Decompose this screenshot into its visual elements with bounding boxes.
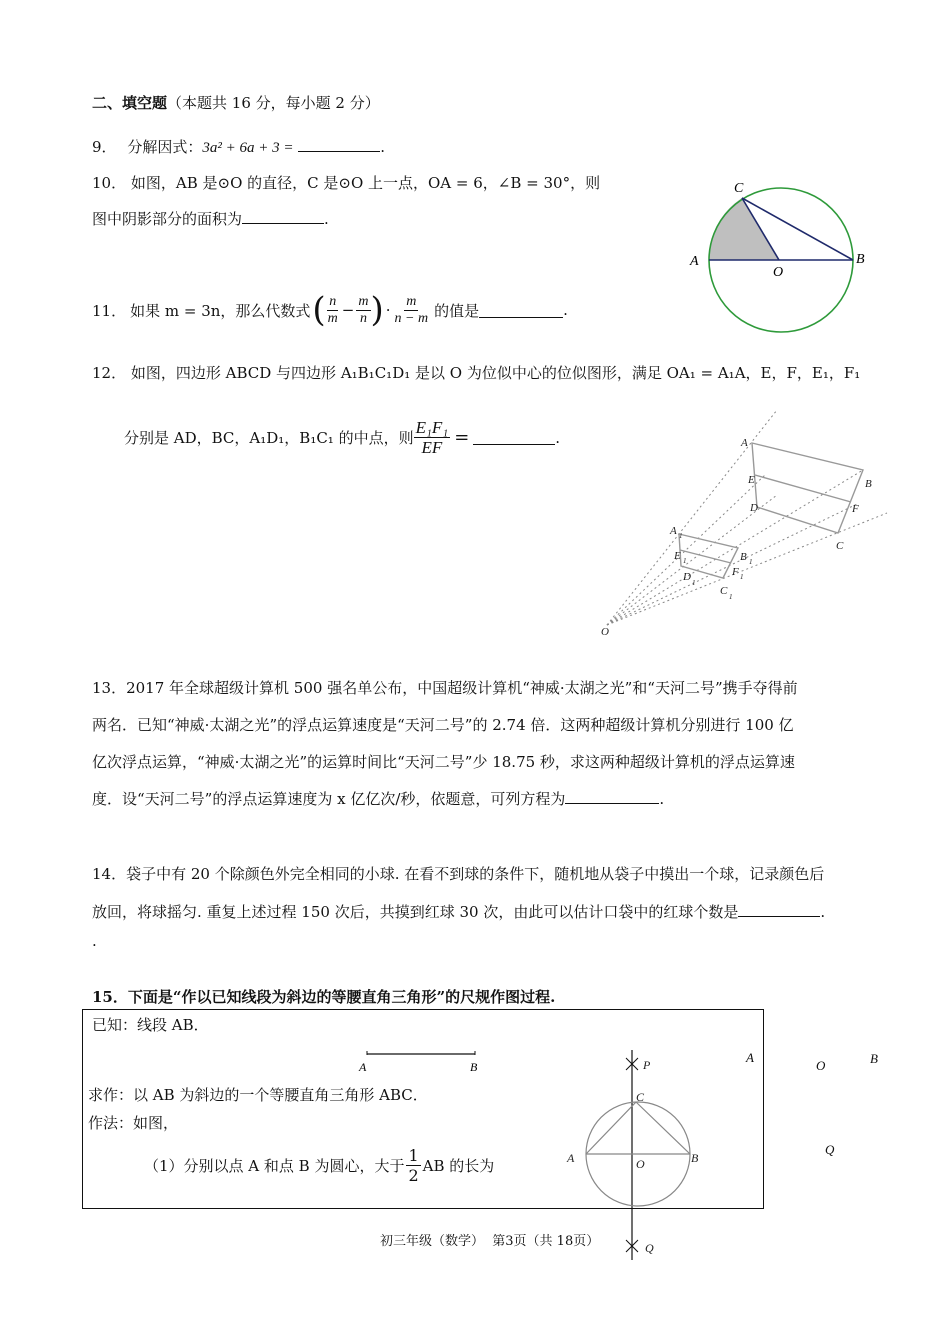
q15-step1 (144, 1146, 494, 1185)
question-11: 11． 如果 m = 3n，那么代数式 ( $\frac{n}{m}$ − $\frac{m}{n}$ ) · $\frac{m}{n - m}$ 的值是 . (92, 290, 568, 330)
q15-find: 求作：以 AB 为斜边的一个等腰直角三角形 ABC． (88, 1086, 428, 1104)
q12-segment-e1f1 (680, 550, 731, 563)
q15-half-fraction: $\frac{1}{2}$ (408, 1146, 419, 1185)
q15-outside-label-o: O (816, 1058, 826, 1073)
q15-fig-label-q: Q (645, 1241, 654, 1255)
q12-label-c1: C (720, 585, 728, 597)
page-footer: 初三年级（数学） 第3页（共 18页） (380, 1234, 600, 1249)
q12-equals: = (454, 427, 470, 448)
q15-segment-label-b: B (470, 1060, 478, 1074)
question-12-line1 (92, 362, 860, 383)
q15-construction-figure (560, 1050, 710, 1260)
q12-answer-blank[interactable] (473, 430, 555, 445)
q12-number: 12． (92, 364, 127, 382)
q11-fraction-1: $\frac{n}{m}$ (327, 293, 338, 326)
q15-step1-pre: （1）分别以点 A 和点 B 为圆心，大于 (144, 1157, 405, 1175)
q12-line1: 如图，四边形 ABCD 与四边形 A₁B₁C₁D₁ 是以 O 为位似中心的位似图形，满足 OA₁ = A₁A，E，F，E₁，F₁ (130, 364, 861, 382)
q12-segment-ef (755, 475, 851, 502)
q12-label-e: E (748, 474, 755, 486)
q10-label-c: C (734, 181, 744, 196)
q15-fig-label-a: A (567, 1151, 575, 1165)
q11-paren-left: ( (312, 290, 326, 330)
q12-label-c: C (836, 540, 844, 552)
q15-fig-label-b: B (691, 1151, 699, 1165)
q11-fraction-3: $\frac{m}{n - m}$ (394, 293, 429, 326)
q12-line2: 分别是 AD，BC，A₁D₁，B₁C₁ 的中点，则 (124, 429, 414, 447)
q15-fig-label-p: P (643, 1058, 651, 1072)
question-9: 9． 分解因式：3a² + 6a + 3 = . (92, 138, 386, 156)
q15-outside-label-a: A (746, 1050, 754, 1065)
question-14 (92, 855, 825, 951)
q9-expression: 3a² + 6a + 3 = (202, 140, 294, 156)
q14-stray-dot: . (92, 932, 97, 950)
section-header (92, 92, 380, 113)
q10-label-a: A (690, 254, 699, 269)
q10-label-o: O (773, 265, 784, 280)
q13-answer-blank[interactable] (565, 789, 659, 804)
q12-label-d: D (750, 502, 758, 514)
q10-label-b: B (856, 252, 865, 267)
q15-fig-label-c: C (636, 1090, 645, 1104)
q10-line1: 如图，AB 是⊙O 的直径，C 是⊙O 上一点，OA = 6，∠B = 30°，则 (130, 174, 601, 192)
q9-number: 9． (92, 138, 117, 156)
q15-segment-bc (636, 1102, 690, 1154)
question-12-line2: 分别是 AD，BC，A₁D₁，B₁C₁ 的中点，则 $\frac{\text{E₁F₁}}{EF}$ = . (124, 418, 561, 457)
q12-sub-a1: 1 (679, 532, 683, 540)
q12-ray-oc (607, 513, 887, 625)
question-10-line2: 图中阴影部分的面积为 . (92, 210, 329, 228)
q11-number: 11． (92, 301, 127, 320)
q14-line1: 14．袋子中有 20 个除颜色外完全相同的小球. 在看不到球的条件下，随机地从袋子中摸出一个球，记录颜色后 (92, 865, 825, 883)
q9-text: 分解因式： (127, 138, 203, 156)
q12-label-f1: F (732, 566, 739, 578)
q15-outside-label-b: B (870, 1051, 878, 1066)
q15-known: 已知：线段 AB． (92, 1016, 209, 1034)
q12-homothety-figure (595, 405, 895, 640)
q15-segment-label-a: A (359, 1060, 367, 1074)
q14-answer-blank[interactable] (738, 902, 820, 917)
q12-label-f: F (852, 503, 859, 515)
q13-line2: 两名．已知“神威·太湖之光”的浮点运算速度是“天河二号”的 2.74 倍．这两种超级计算机分别进行 100 亿 (92, 716, 794, 734)
section-note: （本题共 16 分，每小题 2 分） (167, 94, 380, 112)
q15-outside-label-q: Q (825, 1142, 835, 1157)
q12-quad-abcd (752, 443, 863, 533)
q9-answer-blank[interactable] (298, 137, 380, 152)
q12-label-b: B (865, 478, 872, 490)
q11-answer-blank[interactable] (479, 303, 563, 318)
q13-line4: 度．设“天河二号”的浮点运算速度为 x 亿亿次/秒，依题意，可列方程为 . (92, 790, 665, 808)
q12-ratio-fraction: $\frac{\text{E₁F₁}}{EF}$ (415, 418, 449, 457)
q15-step1-post: AB 的长为 (422, 1157, 495, 1175)
q10-circle-figure (680, 172, 880, 337)
q11-fraction-2: $\frac{m}{n}$ (358, 293, 369, 326)
q12-ray-oe (607, 475, 765, 625)
q15-heading: 15．下面是“作以已知线段为斜边的等腰直角三角形”的尺规作图过程. (92, 988, 556, 1006)
q12-label-a1: A (670, 525, 677, 537)
q12-label-a: A (741, 437, 748, 449)
section-title: 二、填空题 (92, 94, 168, 112)
q11-paren-right: ) (370, 290, 384, 330)
q12-ray-of (607, 504, 857, 625)
q11-minus: − (341, 301, 355, 319)
q15-method: 作法：如图， (88, 1114, 179, 1132)
question-13 (92, 670, 798, 818)
q12-sub-f1: 1 (740, 573, 744, 581)
q13-line3: 亿次浮点运算，“神威·太湖之光”的运算时间比“天河二号”少 18.75 秒，求这两种超级计算机的浮点运算速 (92, 753, 795, 771)
q10-number: 10． (92, 174, 127, 192)
q12-sub-c1: 1 (729, 593, 733, 601)
q12-label-d1: D (683, 571, 691, 583)
q12-sub-e1: 1 (683, 557, 687, 565)
q15-given-segment (355, 1046, 490, 1074)
q12-sub-b1: 1 (749, 558, 753, 566)
q10-answer-blank[interactable] (242, 209, 324, 224)
q12-label-b1: B (740, 551, 747, 563)
q11-dot: · (385, 301, 391, 319)
q15-fig-label-o: O (636, 1157, 645, 1171)
q13-line1: 13．2017 年全球超级计算机 500 强名单公布，中国超级计算机“神威·太湖之光”和“天河二号”携手夺得前 (92, 679, 798, 697)
q12-label-e1: E (674, 550, 681, 562)
q12-sub-d1: 1 (692, 579, 696, 587)
q14-line2: 放回，将球摇匀. 重复上述过程 150 次后，共摸到红球 30 次，由此可以估计口袋中的红球个数是 . (92, 903, 826, 921)
q10-line2: 图中阴影部分的面积为 (92, 210, 243, 228)
q12-label-o: O (601, 626, 609, 638)
q11-post: 的值是 (434, 301, 480, 320)
question-10-line1 (92, 172, 600, 193)
q10-shaded-region (709, 198, 779, 260)
q11-pre: 如果 m = 3n，那么代数式 (130, 301, 311, 320)
